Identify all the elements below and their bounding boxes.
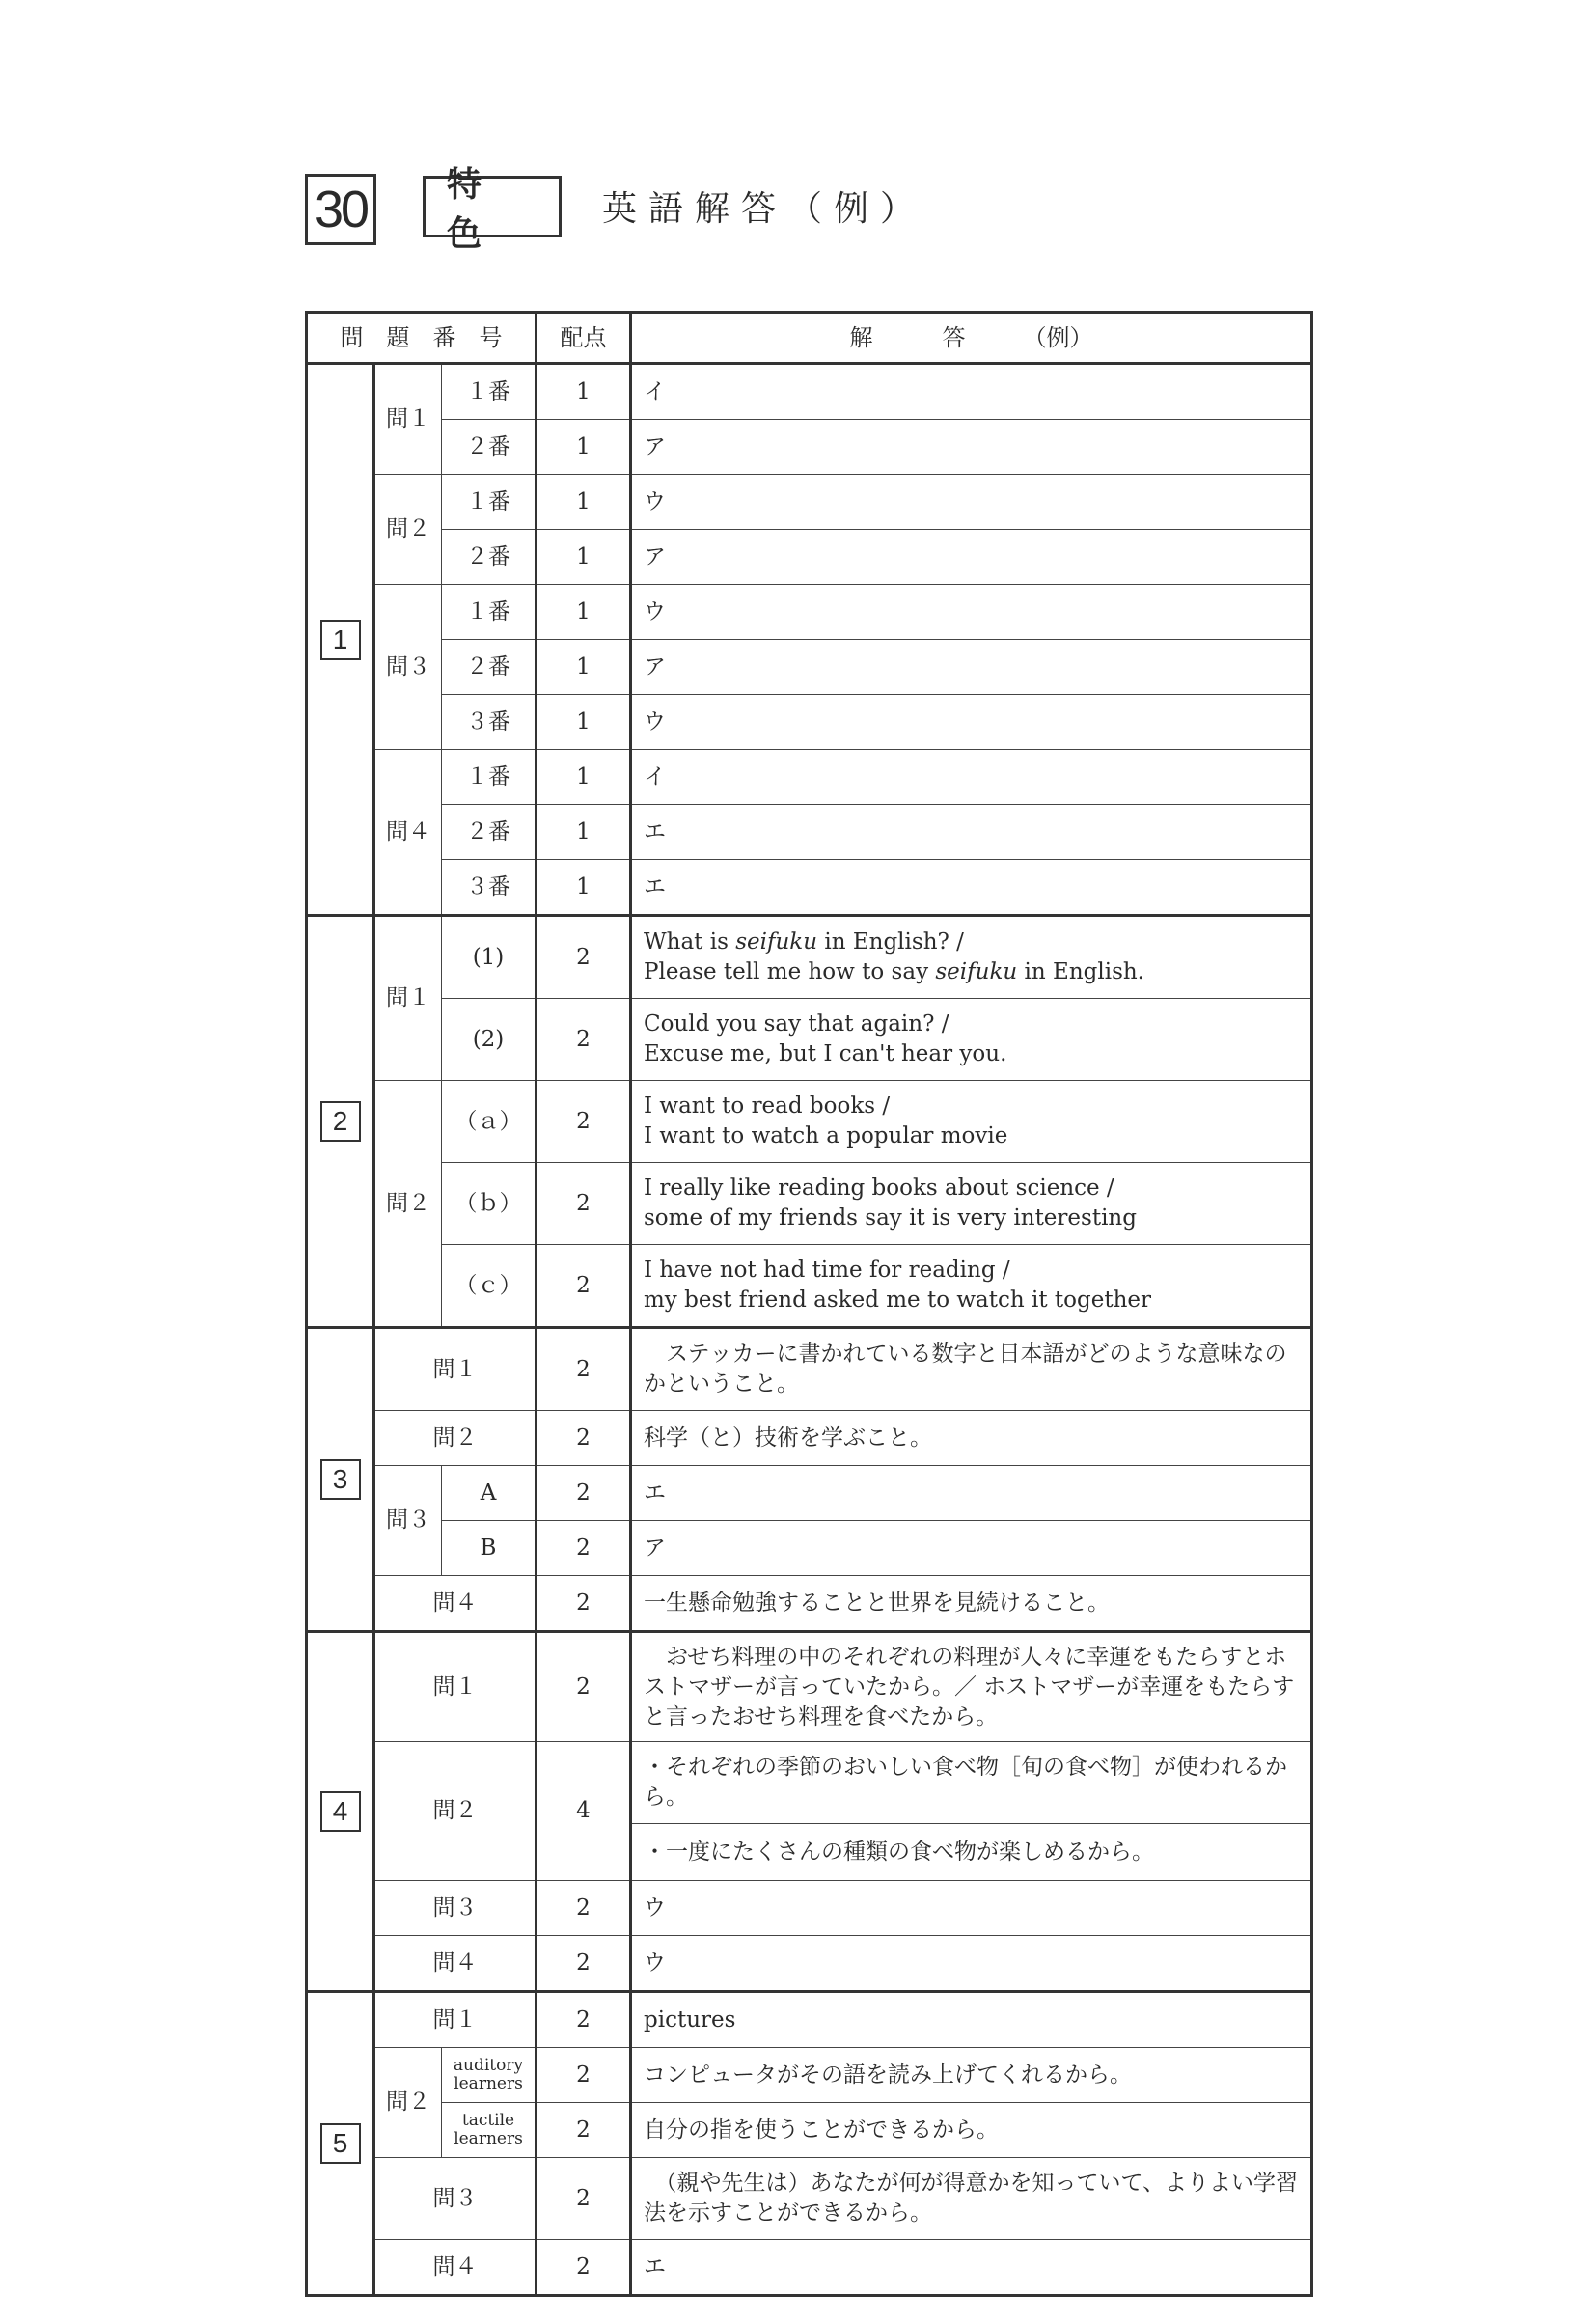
answer-cell: 一生懸命勉強することと世界を見続けること。: [631, 1576, 1312, 1632]
answer-cell: ・それぞれの季節のおいしい食べ物［旬の食べ物］が使われるから。: [631, 1742, 1312, 1824]
table-header-row: [307, 313, 1312, 364]
points-cell: 1: [537, 695, 631, 750]
table-row: [307, 1328, 1312, 1411]
table-row: [307, 1576, 1312, 1632]
points-cell: 2: [537, 2103, 631, 2158]
table-row: [307, 1411, 1312, 1466]
points-cell: 1: [537, 475, 631, 530]
item-label: (2): [442, 999, 537, 1081]
sub-question-label: 問１: [374, 1632, 537, 1742]
page-title: 英語解答（例）: [602, 189, 927, 229]
answer-cell: ・一度にたくさんの種類の食べ物が楽しめるから。: [631, 1824, 1312, 1881]
points-cell: 2: [537, 999, 631, 1081]
points-cell: 2: [537, 1576, 631, 1632]
answer-cell: イ: [631, 364, 1312, 420]
points-cell: 2: [537, 1466, 631, 1521]
table-row: [307, 1881, 1312, 1936]
sub-question-label: 問４: [374, 1576, 537, 1632]
table-row: [307, 2158, 1312, 2240]
points-cell: 2: [537, 1881, 631, 1936]
table-row: [307, 1521, 1312, 1576]
item-label: B: [442, 1521, 537, 1576]
table-row: [307, 1081, 1312, 1163]
item-label: ２番: [442, 530, 537, 585]
answer-cell: [631, 1163, 1312, 1245]
item-label: ２番: [442, 640, 537, 695]
answer-cell: おせち料理の中のそれぞれの料理が人々に幸運をもたらすとホストマザーが言っていたから。／ ホストマザーが幸運をもたらすと言ったおせち料理を食べたから。: [631, 1632, 1312, 1742]
answer-line-2: Excuse me, but I can't hear you.: [644, 1041, 1007, 1066]
answer-cell: コンピュータがその語を読み上げてくれるから。: [631, 2048, 1312, 2103]
answer-cell: ア: [631, 640, 1312, 695]
points-cell: 2: [537, 2240, 631, 2296]
item-label: １番: [442, 750, 537, 805]
table-row: [307, 530, 1312, 585]
table-row: [307, 2240, 1312, 2296]
item-label: (1): [442, 916, 537, 999]
points-cell: 1: [537, 860, 631, 916]
table-row: [307, 860, 1312, 916]
sub-question-label: 問２: [374, 1742, 537, 1881]
answer-cell: ア: [631, 420, 1312, 475]
item-label: ３番: [442, 860, 537, 916]
table-row: [307, 585, 1312, 640]
table-row: [307, 364, 1312, 420]
header-question: 問 題 番 号: [307, 313, 537, 364]
table-row: [307, 1245, 1312, 1328]
points-cell: 2: [537, 1992, 631, 2048]
answer-line-1: What is seifuku in English? /: [644, 929, 964, 955]
points-cell: 2: [537, 2158, 631, 2240]
question-number-box: 30: [305, 174, 376, 245]
sub-question-label: 問４: [374, 750, 442, 916]
sub-question-label: 問２: [374, 2048, 442, 2158]
answer-line-2: Please tell me how to say seifuku in English.: [644, 959, 1144, 984]
item-label: １番: [442, 585, 537, 640]
answer-cell: [631, 999, 1312, 1081]
sub-question-label: 問２: [374, 475, 442, 585]
item-label: tactile learners: [442, 2103, 537, 2158]
points-cell: 1: [537, 805, 631, 860]
points-cell: 2: [537, 1328, 631, 1411]
sub-question-label: 問３: [374, 1881, 537, 1936]
item-label: auditory learners: [442, 2048, 537, 2103]
sub-question-label: 問３: [374, 585, 442, 750]
sub-question-label: 問１: [374, 1328, 537, 1411]
answer-cell: ウ: [631, 585, 1312, 640]
answer-line-1: I want to read books /: [644, 1093, 891, 1119]
points-cell: 1: [537, 640, 631, 695]
section-4-label: 4: [307, 1632, 374, 1992]
points-cell: 2: [537, 1081, 631, 1163]
answer-line-1: I have not had time for reading /: [644, 1258, 1010, 1283]
sub-question-label: 問１: [374, 364, 442, 475]
answer-cell: ア: [631, 1521, 1312, 1576]
answer-cell: ウ: [631, 695, 1312, 750]
answer-cell: ウ: [631, 475, 1312, 530]
points-cell: 1: [537, 750, 631, 805]
section-5-label: 5: [307, 1992, 374, 2296]
answer-cell: [631, 1245, 1312, 1328]
points-cell: 2: [537, 1411, 631, 1466]
answer-cell: エ: [631, 860, 1312, 916]
category-box: 特色: [423, 176, 562, 237]
item-label: （ａ）: [442, 1081, 537, 1163]
answer-cell: 自分の指を使うことができるから。: [631, 2103, 1312, 2158]
item-label: ２番: [442, 420, 537, 475]
points-cell: 4: [537, 1742, 631, 1881]
answer-cell: エ: [631, 2240, 1312, 2296]
table-row: [307, 916, 1312, 999]
item-label: A: [442, 1466, 537, 1521]
answer-cell: ア: [631, 530, 1312, 585]
answer-line-1: I really like reading books about science /: [644, 1176, 1114, 1201]
item-label: １番: [442, 364, 537, 420]
answer-cell: ウ: [631, 1936, 1312, 1992]
points-cell: 2: [537, 1163, 631, 1245]
section-2-label: 2: [307, 916, 374, 1328]
answer-cell: イ: [631, 750, 1312, 805]
table-row: [307, 1163, 1312, 1245]
sub-question-label: 問４: [374, 2240, 537, 2296]
answer-cell: （親や先生は）あなたが何が得意かを知っていて、よりよい学習法を示すことができるから。: [631, 2158, 1312, 2240]
points-cell: 1: [537, 364, 631, 420]
section-3-label: 3: [307, 1328, 374, 1632]
item-label: ３番: [442, 695, 537, 750]
answer-cell: ステッカーに書かれている数字と日本語がどのような意味なのかということ。: [631, 1328, 1312, 1411]
answer-cell: エ: [631, 1466, 1312, 1521]
points-cell: 1: [537, 530, 631, 585]
header-points: 配点: [537, 313, 631, 364]
sub-question-label: 問１: [374, 916, 442, 1081]
points-cell: 1: [537, 585, 631, 640]
table-row: [307, 1466, 1312, 1521]
answer-line-2: my best friend asked me to watch it together: [644, 1287, 1152, 1313]
table-row: [307, 695, 1312, 750]
points-cell: 2: [537, 1245, 631, 1328]
header-answer: 解 答 （例）: [631, 313, 1312, 364]
table-row: [307, 1632, 1312, 1742]
table-row: [307, 1742, 1312, 1824]
answer-cell: pictures: [631, 1992, 1312, 2048]
answer-cell: エ: [631, 805, 1312, 860]
table-row: [307, 2103, 1312, 2158]
answer-cell: [631, 1081, 1312, 1163]
item-label: （ｃ）: [442, 1245, 537, 1328]
answer-line-2: I want to watch a popular movie: [644, 1123, 1008, 1148]
answer-cell: ウ: [631, 1881, 1312, 1936]
points-cell: 2: [537, 2048, 631, 2103]
sub-question-label: 問１: [374, 1992, 537, 2048]
table-row: [307, 1992, 1312, 2048]
points-cell: 2: [537, 1632, 631, 1742]
item-label: １番: [442, 475, 537, 530]
sub-question-label: 問２: [374, 1081, 442, 1328]
section-1-label: 1: [307, 364, 374, 916]
sub-question-label: 問３: [374, 1466, 442, 1576]
points-cell: 1: [537, 420, 631, 475]
sub-question-label: 問２: [374, 1411, 537, 1466]
points-cell: 2: [537, 1521, 631, 1576]
table-row: [307, 999, 1312, 1081]
table-row: [307, 805, 1312, 860]
table-row: [307, 2048, 1312, 2103]
item-label: ２番: [442, 805, 537, 860]
answer-line-1: Could you say that again? /: [644, 1011, 949, 1037]
sub-question-label: 問３: [374, 2158, 537, 2240]
sub-question-label: 問４: [374, 1936, 537, 1992]
answer-cell: [631, 916, 1312, 999]
table-row: [307, 420, 1312, 475]
table-row: [307, 640, 1312, 695]
table-row: [307, 750, 1312, 805]
table-row: [307, 1936, 1312, 1992]
answer-line-2: some of my friends say it is very interesting: [644, 1205, 1137, 1231]
item-label: （ｂ）: [442, 1163, 537, 1245]
table-row: [307, 475, 1312, 530]
answer-cell: 科学（と）技術を学ぶこと。: [631, 1411, 1312, 1466]
answer-table: [305, 311, 1313, 2297]
points-cell: 2: [537, 1936, 631, 1992]
points-cell: 2: [537, 916, 631, 999]
